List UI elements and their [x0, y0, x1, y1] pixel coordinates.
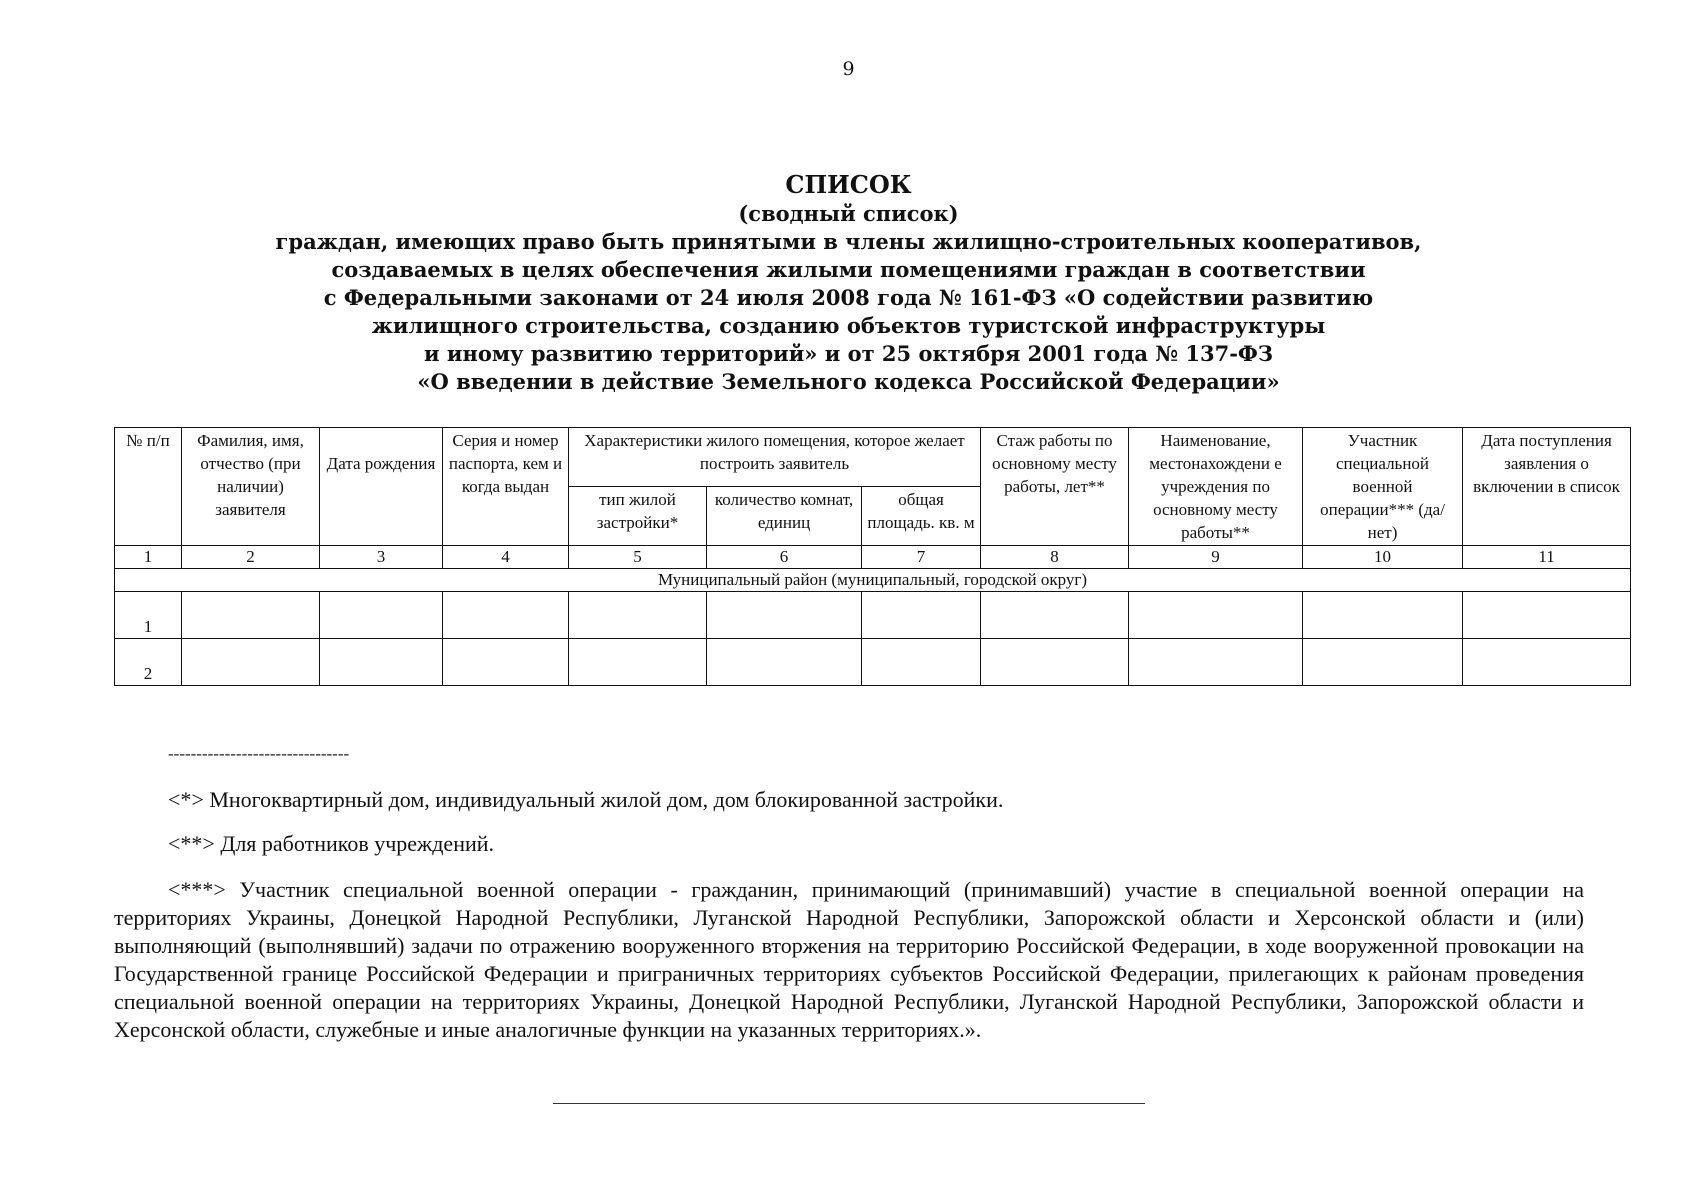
column-number: 4 — [443, 546, 569, 569]
title-line-1: граждан, имеющих право быть принятыми в члены жилищно-строительных кооперативов, — [275, 229, 1422, 254]
table-cell — [182, 592, 320, 639]
header-row-1 — [115, 428, 1631, 487]
table-cell — [862, 592, 981, 639]
column-number: 10 — [1303, 546, 1463, 569]
table-cell — [1463, 639, 1631, 686]
table-cell — [320, 639, 443, 686]
footnote-1: <*> Многоквартирный дом, индивидуальный жилой дом, дом блокированной застройки. — [168, 787, 1004, 812]
table-cell — [569, 639, 707, 686]
column-number: 7 — [862, 546, 981, 569]
column-number: 9 — [1129, 546, 1303, 569]
table-cell — [1129, 639, 1303, 686]
table-row — [115, 592, 1631, 639]
column-number: 3 — [320, 546, 443, 569]
table-cell — [569, 592, 707, 639]
column-number: 5 — [569, 546, 707, 569]
title-line-3: с Федеральными законами от 24 июля 2008 года № 161-ФЗ «О содействии развитию — [323, 285, 1374, 310]
table-cell — [1129, 592, 1303, 639]
district-row — [115, 569, 1631, 592]
table-cell — [182, 639, 320, 686]
row-number: 1 — [115, 592, 182, 639]
table-cell — [1463, 592, 1631, 639]
header-full-name: Фамилия, имя, отчество (при наличии) заявителя — [182, 428, 320, 546]
footnote-3: <***> Участник специальной военной операции - гражданин, принимающий (принимавший) участие в специальной военной операции на территориях Украины, Донецкой Народной Республики, Луганской Народной Республики, Запорожской области и Херсонской области и (или) выполняющий (выполнявший) задачи по отражению вооруженного вторжения на территорию Российской Федерации, в ходе вооруженной провокации на Государственной границе Российской Федерации и приграничных территориях субъектов Российской Федерации, прилегающих к районам проведения специальной военной операции на территориях Украины, Донецкой Народной Республики, Луганской Народной Республики, Запорожской области и Херсонской области, служебные и иные аналогичные функции на указанных территориях.». — [114, 877, 1584, 1042]
table-cell — [320, 592, 443, 639]
title-line-4: жилищного строительства, созданию объектов туристской инфраструктуры — [371, 313, 1326, 338]
table-cell — [707, 592, 862, 639]
table-cell — [443, 592, 569, 639]
title-line-5: и иному развитию территорий» и от 25 октября 2001 года № 137-ФЗ — [423, 341, 1273, 366]
title-line-2: создаваемых в целях обеспечения жилыми помещениями граждан в соответствии — [331, 257, 1366, 282]
table-cell — [1303, 639, 1463, 686]
footnote-separator: -------------------------------- — [168, 744, 350, 763]
page-number: 9 — [842, 58, 855, 80]
end-divider — [553, 1103, 1145, 1104]
header-housing-characteristics: Характеристики жилого помещения, которое желает построить заявитель — [569, 428, 981, 487]
table-cell — [443, 639, 569, 686]
table-cell — [981, 639, 1129, 686]
header-building-type: тип жилой застройки* — [569, 487, 707, 546]
header-area: общая площадь. кв. м — [862, 487, 981, 546]
column-number: 2 — [182, 546, 320, 569]
table-cell — [1303, 592, 1463, 639]
column-number: 8 — [981, 546, 1129, 569]
citizens-list-table — [114, 427, 1631, 686]
column-number: 1 — [115, 546, 182, 569]
table-cell — [981, 592, 1129, 639]
column-numbers-row — [115, 546, 1631, 569]
header-passport: Серия и номер паспорта, кем и когда выдан — [443, 428, 569, 546]
header-svo-participant: Участник специальной военной операции*** (да/нет) — [1303, 428, 1463, 546]
row-number: 2 — [115, 639, 182, 686]
header-employer: Наименование, местонахождени е учреждения по основному месту работы** — [1129, 428, 1303, 546]
district-label: Муниципальный район (муниципальный, городской округ) — [115, 569, 1631, 592]
table-cell — [862, 639, 981, 686]
table-cell — [707, 639, 862, 686]
column-number: 6 — [707, 546, 862, 569]
title-line-6: «О введении в действие Земельного кодекса Российской Федерации» — [417, 369, 1280, 394]
header-application-date: Дата поступления заявления о включении в список — [1463, 428, 1631, 546]
header-number: № п/п — [115, 428, 182, 546]
header-birth-date: Дата рождения — [320, 428, 443, 546]
header-rooms: количество комнат, единиц — [707, 487, 862, 546]
title-sub: (сводный список) — [738, 201, 959, 226]
document-title — [0, 170, 1697, 396]
column-number: 11 — [1463, 546, 1631, 569]
footnote-2: <**> Для работников учреждений. — [168, 831, 495, 856]
title-main: СПИСОК — [785, 170, 912, 199]
header-work-experience: Стаж работы по основному месту работы, лет** — [981, 428, 1129, 546]
table-row — [115, 639, 1631, 686]
